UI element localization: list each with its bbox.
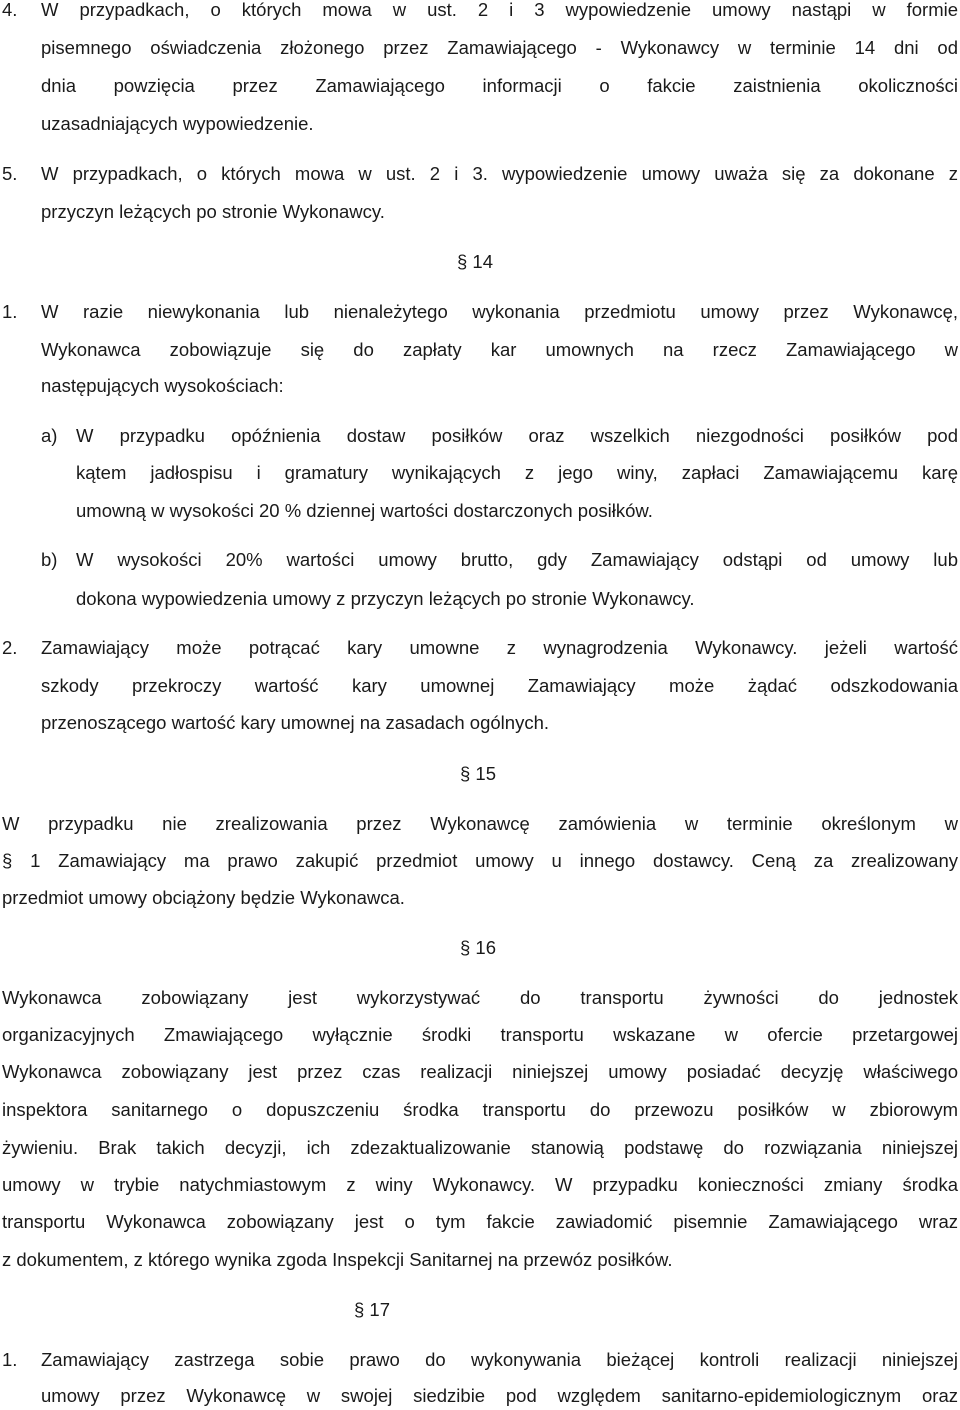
point-4-line: pisemnego oświadczenia złożonego przez Zamawiającego - Wykonawcy w terminie 14 dni od [41,37,958,58]
s14-point-1-line: W razie niewykonania lub nienależytego wykonania przedmiotu umowy przez Wykonawcę, [41,301,958,322]
s14-point-2-line: szkody przekroczy wartość kary umownej Zamawiający może żądać odszkodowania [41,675,958,696]
s14-point-2-line: przenoszącego wartość kary umownej na zasadach ogólnych. [41,712,550,733]
section-15-line: przedmiot umowy obciążony będzie Wykonawca. [2,887,405,908]
point-4-line: W przypadkach, o których mowa w ust. 2 i 3 wypowiedzenie umowy nastąpi w formie [41,0,958,20]
section-16-line: umowy w trybie natychmiastowym z winy Wykonawcy. W przypadku konieczności zmiany środka [2,1174,958,1195]
section-16-line: inspektora sanitarnego o dopuszczeniu środka transportu do przewozu posiłków w zbiorowym [2,1099,958,1120]
section-16-line: Wykonawca zobowiązany jest wykorzystywać do transportu żywności do jednostek [2,987,958,1008]
point-4-line: dnia powzięcia przez Zamawiającego informacji o fakcie zaistnienia okoliczności [41,75,958,96]
section-15-line: W przypadku nie zrealizowania przez Wykonawcę zamówienia w terminie określonym w [2,813,958,834]
point-5-line: W przypadkach, o których mowa w ust. 2 i 3. wypowiedzenie umowy uważa się za dokonane z [41,163,958,184]
s14-item-b-label: b) [41,549,58,570]
s17-point-1-line: Zamawiający zastrzega sobie prawo do wykonywania bieżącej kontroli realizacji niniejszej [41,1349,958,1370]
section-15-line: § 1 Zamawiający ma prawo zakupić przedmiot umowy u innego dostawcy. Ceną za zrealizowany [2,850,958,871]
s14-item-a-line: umowną w wysokości 20 % dziennej wartości dostarczonych posiłków. [76,500,653,521]
s14-item-b-line: W wysokości 20% wartości umowy brutto, gdy Zamawiający odstąpi od umowy lub [76,549,958,570]
section-16-line: żywieniu. Brak takich decyzji, ich zdezaktualizowanie stanowią podstawę do rozwiązania niniejszej [2,1137,958,1158]
s14-point-1-line: Wykonawca zobowiązuje się do zapłaty kar umownych na rzecz Zamawiającego w [41,339,958,360]
s14-point-1-number: 1. [2,301,18,322]
s14-point-1-line: następujących wysokościach: [41,375,284,396]
s14-point-2-line: Zamawiający może potrącać kary umowne z wynagrodzenia Wykonawcy. jeżeli wartość [41,637,958,658]
s17-point-1-number: 1. [2,1349,18,1370]
s14-item-a-line: kątem jadłospisu i gramatury wynikających z jego winy, zapłaci Zamawiającemu karę [76,462,958,483]
section-15-heading: § 15 [460,763,497,784]
s14-item-a-label: a) [41,425,58,446]
s14-item-b-line: dokona wypowiedzenia umowy z przyczyn leżących po stronie Wykonawcy. [76,588,695,609]
s17-point-1-line: umowy przez Wykonawcę w swojej siedzibie pod względem sanitarno-epidemiologicznym oraz [41,1385,958,1406]
section-16-line: organizacyjnych Zmawiającego wyłącznie środki transportu wskazane w ofercie przetargowej [2,1024,958,1045]
s14-point-2-number: 2. [2,637,18,658]
s14-item-a-line: W przypadku opóźnienia dostaw posiłków oraz wszelkich niezgodności posiłków pod [76,425,958,446]
point-4-line: uzasadniających wypowiedzenie. [41,113,314,134]
section-16-line: z dokumentem, z którego wynika zgoda Inspekcji Sanitarnej na przewóz posiłków. [2,1249,673,1270]
section-16-line: Wykonawca zobowiązany jest przez czas realizacji niniejszej umowy posiadać decyzję właściwego [2,1061,958,1082]
point-5-number: 5. [2,163,18,184]
point-4-number: 4. [2,0,18,20]
section-17-heading: § 17 [354,1299,391,1320]
section-16-line: transportu Wykonawca zobowiązany jest o tym fakcie zawiadomić pisemnie Zamawiającego wraz [2,1211,958,1232]
section-16-heading: § 16 [460,937,497,958]
point-5-line: przyczyn leżących po stronie Wykonawcy. [41,201,385,222]
section-14-heading: § 14 [457,251,494,272]
